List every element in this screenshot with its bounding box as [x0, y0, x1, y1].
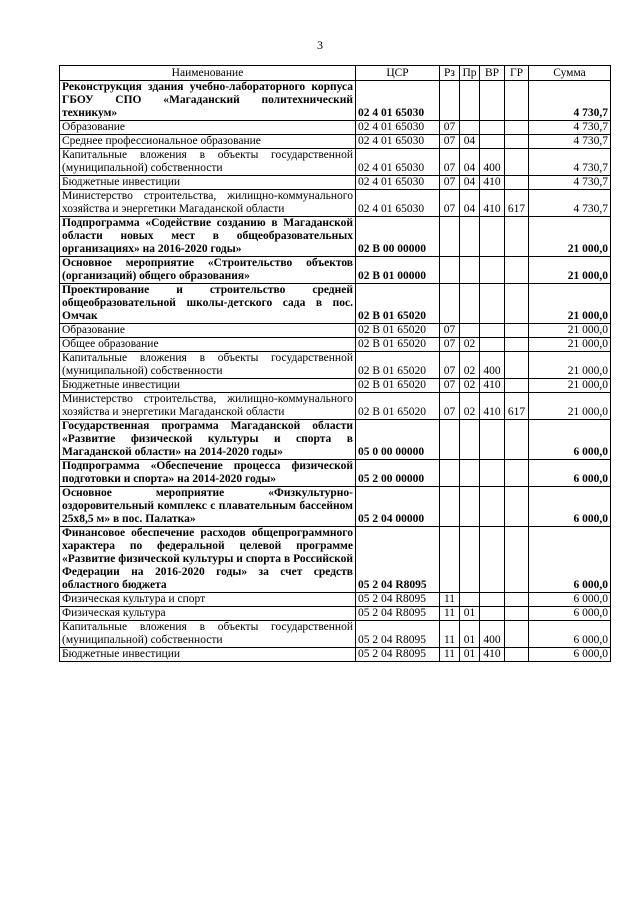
cell-sum: 21 000,0 [529, 338, 611, 352]
budget-table [59, 65, 611, 662]
cell-gr [505, 149, 529, 176]
cell-rz [440, 420, 460, 460]
header-rz: Рз [440, 66, 460, 81]
cell-rz [440, 257, 460, 284]
cell-csr: 02 4 01 65030 [356, 121, 440, 135]
cell-vr [480, 487, 505, 527]
cell-pr: 04 [460, 176, 480, 190]
cell-gr [505, 648, 529, 662]
cell-vr [480, 121, 505, 135]
table-header-row [60, 66, 611, 81]
cell-gr [505, 217, 529, 257]
table-body [60, 81, 611, 662]
cell-pr [460, 593, 480, 607]
table-row [60, 593, 611, 607]
cell-rz: 07 [440, 121, 460, 135]
table-row [60, 393, 611, 420]
cell-csr: 02 4 01 65030 [356, 81, 440, 121]
cell-gr [505, 621, 529, 648]
table-row [60, 284, 611, 324]
cell-csr: 05 0 00 00000 [356, 420, 440, 460]
cell-rz: 07 [440, 393, 460, 420]
cell-vr [480, 460, 505, 487]
cell-sum: 4 730,7 [529, 190, 611, 217]
cell-rz: 07 [440, 176, 460, 190]
table-row [60, 81, 611, 121]
cell-pr [460, 257, 480, 284]
cell-name: Образование [60, 121, 356, 135]
cell-sum: 21 000,0 [529, 352, 611, 379]
cell-gr [505, 460, 529, 487]
cell-name: Капитальные вложения в объекты государственной (муниципальной) собственности [60, 149, 356, 176]
cell-pr: 01 [460, 621, 480, 648]
table-row [60, 338, 611, 352]
cell-sum: 21 000,0 [529, 217, 611, 257]
cell-rz: 07 [440, 379, 460, 393]
table-row [60, 607, 611, 621]
cell-rz: 07 [440, 149, 460, 176]
cell-csr: 02 В 01 65020 [356, 324, 440, 338]
cell-name: Финансовое обеспечение расходов общепрограммного характера по федеральной целевой программе «Развитие физической культуры и спорта в Российской Федерации на 2016-2020 годы» за счет средств областного бюджета [60, 527, 356, 593]
cell-gr [505, 607, 529, 621]
cell-csr: 02 4 01 65030 [356, 176, 440, 190]
cell-gr: 617 [505, 190, 529, 217]
cell-rz [440, 217, 460, 257]
cell-sum: 6 000,0 [529, 621, 611, 648]
cell-gr [505, 352, 529, 379]
cell-gr [505, 284, 529, 324]
cell-rz: 11 [440, 593, 460, 607]
cell-pr [460, 121, 480, 135]
cell-pr [460, 460, 480, 487]
cell-rz: 07 [440, 324, 460, 338]
cell-rz: 11 [440, 607, 460, 621]
cell-vr [480, 324, 505, 338]
header-vr: ВР [480, 66, 505, 81]
cell-name: Министерство строительства, жилищно-коммунального хозяйства и энергетики Магаданской области [60, 393, 356, 420]
cell-vr [480, 284, 505, 324]
cell-name: Физическая культура [60, 607, 356, 621]
cell-gr [505, 527, 529, 593]
cell-gr [505, 487, 529, 527]
cell-vr: 410 [480, 648, 505, 662]
cell-pr: 04 [460, 149, 480, 176]
cell-pr: 02 [460, 393, 480, 420]
cell-name: Подпрограмма «Обеспечение процесса физической подготовки и спорта» на 2014-2020 годы» [60, 460, 356, 487]
cell-csr: 02 В 01 65020 [356, 284, 440, 324]
cell-name: Основное мероприятие «Физкультурно-оздоровительный комплекс с плавательным бассейном 25х8,5 м» в пос. Палатка» [60, 487, 356, 527]
cell-csr: 05 2 04 R8095 [356, 648, 440, 662]
cell-csr: 02 В 01 65020 [356, 338, 440, 352]
cell-csr: 05 2 04 00000 [356, 487, 440, 527]
cell-vr [480, 217, 505, 257]
cell-name: Среднее профессиональное образование [60, 135, 356, 149]
cell-sum: 6 000,0 [529, 487, 611, 527]
cell-csr: 05 2 00 00000 [356, 460, 440, 487]
cell-sum: 4 730,7 [529, 176, 611, 190]
cell-pr: 04 [460, 190, 480, 217]
cell-csr: 05 2 04 R8095 [356, 593, 440, 607]
cell-rz [440, 487, 460, 527]
header-sum: Сумма [529, 66, 611, 81]
cell-csr: 02 В 00 00000 [356, 217, 440, 257]
cell-csr: 02 В 01 65020 [356, 379, 440, 393]
cell-gr [505, 338, 529, 352]
cell-sum: 4 730,7 [529, 81, 611, 121]
cell-vr: 400 [480, 352, 505, 379]
cell-vr: 410 [480, 393, 505, 420]
cell-rz: 07 [440, 352, 460, 379]
cell-vr [480, 593, 505, 607]
cell-name: Капитальные вложения в объекты государственной (муниципальной) собственности [60, 352, 356, 379]
cell-gr [505, 324, 529, 338]
cell-pr [460, 420, 480, 460]
cell-gr [505, 379, 529, 393]
header-pr: Пр [460, 66, 480, 81]
cell-vr [480, 338, 505, 352]
cell-vr: 410 [480, 190, 505, 217]
cell-sum: 21 000,0 [529, 393, 611, 420]
header-gr: ГР [505, 66, 529, 81]
cell-name: Бюджетные инвестиции [60, 379, 356, 393]
cell-pr: 02 [460, 338, 480, 352]
cell-rz [440, 81, 460, 121]
cell-gr [505, 135, 529, 149]
cell-vr [480, 420, 505, 460]
cell-csr: 02 В 01 00000 [356, 257, 440, 284]
cell-sum: 4 730,7 [529, 121, 611, 135]
cell-gr [505, 257, 529, 284]
table-row [60, 324, 611, 338]
cell-sum: 21 000,0 [529, 257, 611, 284]
cell-rz: 07 [440, 338, 460, 352]
cell-csr: 02 4 01 65030 [356, 149, 440, 176]
cell-vr [480, 527, 505, 593]
table-row [60, 527, 611, 593]
table-row [60, 121, 611, 135]
cell-sum: 6 000,0 [529, 527, 611, 593]
cell-gr [505, 176, 529, 190]
cell-pr [460, 324, 480, 338]
cell-rz: 11 [440, 621, 460, 648]
cell-vr [480, 81, 505, 121]
cell-vr [480, 607, 505, 621]
cell-rz [440, 460, 460, 487]
cell-sum: 6 000,0 [529, 648, 611, 662]
cell-name: Государственная программа Магаданской области «Развитие физической культуры и спорта в Магаданской области» на 2014-2020 годы» [60, 420, 356, 460]
cell-csr: 02 4 01 65030 [356, 190, 440, 217]
table-row [60, 379, 611, 393]
cell-pr [460, 284, 480, 324]
cell-name: Проектирование и строительство средней общеобразовательной школы-детского сада в пос. Омчак [60, 284, 356, 324]
cell-name: Общее образование [60, 338, 356, 352]
cell-sum: 4 730,7 [529, 135, 611, 149]
cell-sum: 21 000,0 [529, 284, 611, 324]
table-row [60, 621, 611, 648]
cell-rz [440, 284, 460, 324]
page-number: 3 [317, 38, 323, 52]
cell-sum: 6 000,0 [529, 607, 611, 621]
cell-gr [505, 420, 529, 460]
cell-name: Министерство строительства, жилищно-коммунального хозяйства и энергетики Магаданской области [60, 190, 356, 217]
table-row [60, 135, 611, 149]
cell-pr [460, 217, 480, 257]
table-row [60, 487, 611, 527]
cell-pr [460, 81, 480, 121]
cell-rz: 07 [440, 190, 460, 217]
cell-name: Капитальные вложения в объекты государственной (муниципальной) собственности [60, 621, 356, 648]
table-row [60, 460, 611, 487]
cell-csr: 05 2 04 R8095 [356, 621, 440, 648]
cell-pr: 04 [460, 135, 480, 149]
table-row [60, 190, 611, 217]
table-row [60, 352, 611, 379]
table-row [60, 149, 611, 176]
cell-vr: 410 [480, 176, 505, 190]
cell-name: Образование [60, 324, 356, 338]
cell-gr [505, 121, 529, 135]
cell-name: Реконструкция здания учебно-лабораторного корпуса ГБОУ СПО «Магаданский политехнический техникум» [60, 81, 356, 121]
cell-gr: 617 [505, 393, 529, 420]
cell-vr: 400 [480, 621, 505, 648]
cell-csr: 05 2 04 R8095 [356, 527, 440, 593]
table-row [60, 648, 611, 662]
cell-vr [480, 257, 505, 284]
cell-rz: 11 [440, 648, 460, 662]
cell-csr: 02 4 01 65030 [356, 135, 440, 149]
cell-gr [505, 81, 529, 121]
table-row [60, 420, 611, 460]
table-row [60, 176, 611, 190]
cell-pr: 01 [460, 648, 480, 662]
cell-sum: 4 730,7 [529, 149, 611, 176]
cell-vr [480, 135, 505, 149]
cell-pr: 02 [460, 352, 480, 379]
cell-name: Подпрограмма «Содействие созданию в Магаданской области новых мест в общеобразовательных организациях» на 2016-2020 годы» [60, 217, 356, 257]
cell-sum: 6 000,0 [529, 460, 611, 487]
cell-pr [460, 487, 480, 527]
cell-sum: 6 000,0 [529, 420, 611, 460]
cell-rz [440, 527, 460, 593]
header-csr: ЦСР [356, 66, 440, 81]
cell-pr [460, 527, 480, 593]
cell-csr: 05 2 04 R8095 [356, 607, 440, 621]
cell-pr: 02 [460, 379, 480, 393]
cell-csr: 02 В 01 65020 [356, 393, 440, 420]
cell-sum: 21 000,0 [529, 379, 611, 393]
header-name: Наименование [60, 66, 356, 81]
table-row [60, 257, 611, 284]
cell-sum: 21 000,0 [529, 324, 611, 338]
cell-sum: 6 000,0 [529, 593, 611, 607]
cell-vr: 400 [480, 149, 505, 176]
cell-name: Бюджетные инвестиции [60, 176, 356, 190]
cell-pr: 01 [460, 607, 480, 621]
cell-vr: 410 [480, 379, 505, 393]
cell-name: Основное мероприятие «Строительство объектов (организаций) общего образования» [60, 257, 356, 284]
cell-name: Бюджетные инвестиции [60, 648, 356, 662]
cell-name: Физическая культура и спорт [60, 593, 356, 607]
cell-gr [505, 593, 529, 607]
cell-csr: 02 В 01 65020 [356, 352, 440, 379]
table-row [60, 217, 611, 257]
cell-rz: 07 [440, 135, 460, 149]
